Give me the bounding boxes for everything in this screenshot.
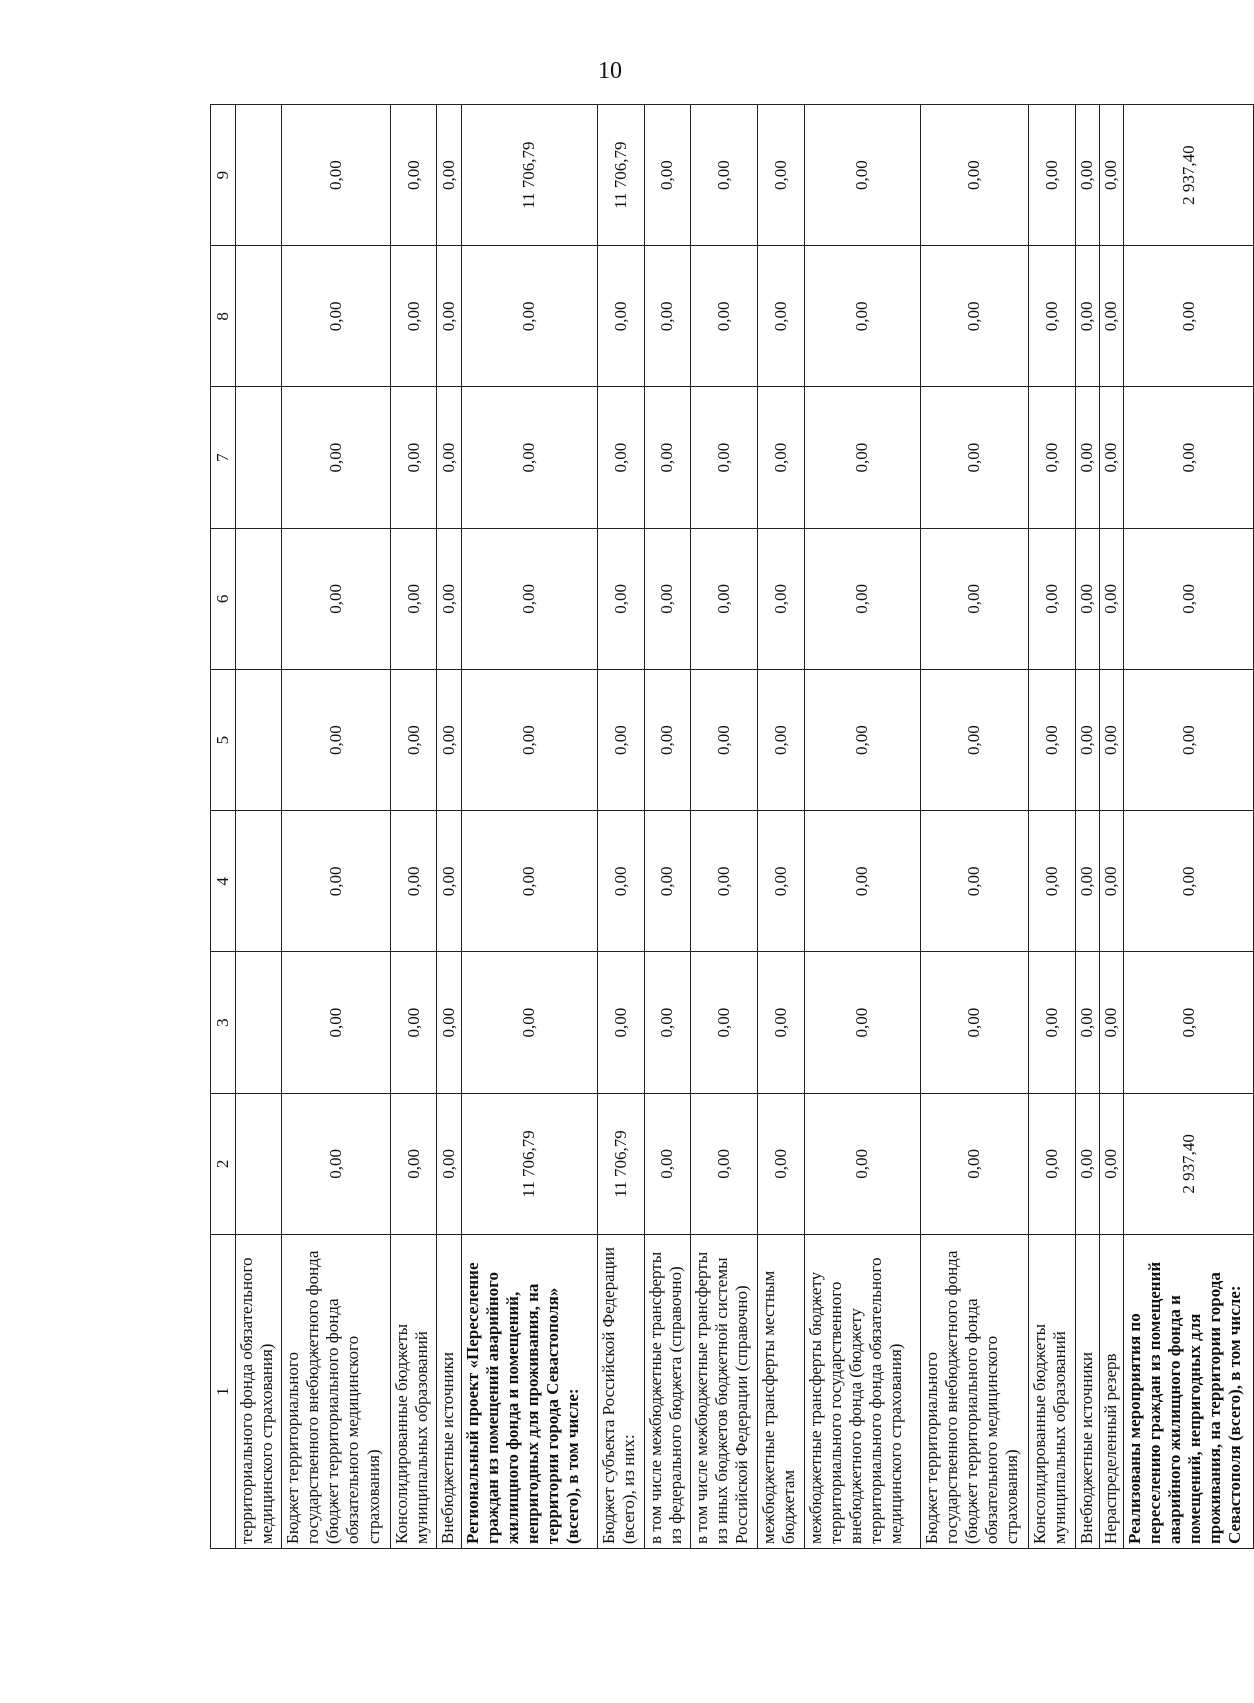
row-label: межбюджетные трансферты бюджету территориального государственного внебюджетного фонда (бюджету территориального фонда обязательного медицинского страхования) (804, 1235, 920, 1549)
row-value-col-4: 0,00 (691, 811, 758, 952)
row-value-col-9: 0,00 (691, 105, 758, 246)
row-value-col-9: 0,00 (282, 105, 391, 246)
column-header: 1 (211, 1235, 236, 1549)
row-value-col-3: 0,00 (644, 952, 690, 1093)
column-header: 8 (211, 246, 236, 387)
row-value-col-7: 0,00 (1075, 387, 1099, 528)
row-value-col-3: 0,00 (1029, 952, 1075, 1093)
row-value-col-5: 0,00 (437, 670, 461, 811)
column-header: 5 (211, 670, 236, 811)
page-number: 10 (598, 58, 622, 84)
row-value-col-5: 0,00 (758, 670, 804, 811)
row-value-col-4: 0,00 (461, 811, 598, 952)
row-value-col-3: 0,00 (1099, 952, 1123, 1093)
row-value-col-6: 0,00 (691, 528, 758, 669)
row-value-col-5: 0,00 (461, 670, 598, 811)
row-value-col-4: 0,00 (437, 811, 461, 952)
row-value-col-7: 0,00 (437, 387, 461, 528)
row-value-col-6 (236, 528, 282, 669)
table-row (1099, 105, 1123, 1549)
row-value-col-7: 0,00 (598, 387, 644, 528)
table-body (236, 105, 1254, 1549)
row-value-col-7: 0,00 (1124, 387, 1254, 528)
column-header: 2 (211, 1093, 236, 1234)
row-value-col-6: 0,00 (437, 528, 461, 669)
row-value-col-7: 0,00 (391, 387, 437, 528)
row-value-col-5: 0,00 (1099, 670, 1123, 811)
row-label: Консолидированные бюджеты муниципальных образований (1029, 1235, 1075, 1549)
budget-table (210, 104, 1254, 1549)
row-value-col-6: 0,00 (1099, 528, 1123, 669)
row-value-col-9: 0,00 (1099, 105, 1123, 246)
row-value-col-2: 0,00 (1099, 1093, 1123, 1234)
row-label: Бюджет территориального государственного внебюджетного фонда (бюджет территориального фонда обязательного медицинского страхования) (920, 1235, 1029, 1549)
row-value-col-9: 11 706,79 (598, 105, 644, 246)
table-row (758, 105, 804, 1549)
row-value-col-8: 0,00 (461, 246, 598, 387)
table-row (691, 105, 758, 1549)
row-value-col-5: 0,00 (598, 670, 644, 811)
row-value-col-3: 0,00 (1124, 952, 1254, 1093)
row-value-col-2: 2 937,40 (1124, 1093, 1254, 1234)
row-value-col-3: 0,00 (691, 952, 758, 1093)
row-value-col-2: 0,00 (804, 1093, 920, 1234)
column-header: 6 (211, 528, 236, 669)
row-value-col-2: 11 706,79 (461, 1093, 598, 1234)
row-label: межбюджетные трансферты местным бюджетам (758, 1235, 804, 1549)
row-value-col-9: 0,00 (437, 105, 461, 246)
row-value-col-2: 0,00 (437, 1093, 461, 1234)
table-header-row (211, 105, 236, 1549)
row-value-col-2: 0,00 (691, 1093, 758, 1234)
row-value-col-9: 2 937,40 (1124, 105, 1254, 246)
table-row (1029, 105, 1075, 1549)
row-value-col-8 (236, 246, 282, 387)
column-header: 9 (211, 105, 236, 246)
row-value-col-4: 0,00 (644, 811, 690, 952)
row-value-col-6: 0,00 (461, 528, 598, 669)
table-row (598, 105, 644, 1549)
row-value-col-5: 0,00 (1075, 670, 1099, 811)
row-value-col-6: 0,00 (391, 528, 437, 669)
row-label: Региональный проект «Переселение граждан из помещений аварийного жилищного фонда и помещений, непригодных для проживания, на территории города Севастополя» (всего), в том числе: (461, 1235, 598, 1549)
row-value-col-4: 0,00 (282, 811, 391, 952)
table-row (461, 105, 598, 1549)
row-value-col-7: 0,00 (1029, 387, 1075, 528)
row-value-col-4: 0,00 (1124, 811, 1254, 952)
row-value-col-9: 0,00 (644, 105, 690, 246)
row-value-col-7: 0,00 (758, 387, 804, 528)
row-value-col-8: 0,00 (391, 246, 437, 387)
row-value-col-5 (236, 670, 282, 811)
row-value-col-5: 0,00 (282, 670, 391, 811)
row-value-col-2: 0,00 (644, 1093, 690, 1234)
row-value-col-6: 0,00 (804, 528, 920, 669)
row-value-col-2: 11 706,79 (598, 1093, 644, 1234)
row-value-col-8: 0,00 (598, 246, 644, 387)
row-label: Бюджет территориального государственного внебюджетного фонда (бюджет территориального фонда обязательного медицинского страхования) (282, 1235, 391, 1549)
row-value-col-7: 0,00 (282, 387, 391, 528)
row-value-col-8: 0,00 (920, 246, 1029, 387)
row-label: в том числе межбюджетные трансферты из иных бюджетов бюджетной системы Российской Федерации (справочно) (691, 1235, 758, 1549)
row-value-col-5: 0,00 (644, 670, 690, 811)
rotated-table-container (210, 105, 1254, 1549)
row-value-col-4: 0,00 (804, 811, 920, 952)
row-value-col-9: 0,00 (920, 105, 1029, 246)
row-label: территориального фонда обязательного медицинского страхования) (236, 1235, 282, 1549)
row-value-col-4: 0,00 (391, 811, 437, 952)
row-value-col-3 (236, 952, 282, 1093)
row-value-col-5: 0,00 (1124, 670, 1254, 811)
row-value-col-8: 0,00 (804, 246, 920, 387)
row-value-col-6: 0,00 (920, 528, 1029, 669)
table-row (920, 105, 1029, 1549)
table-row (236, 105, 282, 1549)
row-value-col-5: 0,00 (804, 670, 920, 811)
row-value-col-4: 0,00 (1029, 811, 1075, 952)
row-value-col-4 (236, 811, 282, 952)
row-value-col-9: 0,00 (1075, 105, 1099, 246)
column-header: 7 (211, 387, 236, 528)
row-label: Внебюджетные источники (1075, 1235, 1099, 1549)
row-value-col-6: 0,00 (1075, 528, 1099, 669)
row-value-col-7: 0,00 (644, 387, 690, 528)
row-value-col-8: 0,00 (691, 246, 758, 387)
column-header: 4 (211, 811, 236, 952)
row-value-col-9 (236, 105, 282, 246)
row-value-col-6: 0,00 (282, 528, 391, 669)
row-value-col-7: 0,00 (691, 387, 758, 528)
row-value-col-6: 0,00 (1029, 528, 1075, 669)
row-value-col-7: 0,00 (920, 387, 1029, 528)
row-value-col-5: 0,00 (1029, 670, 1075, 811)
table-row (644, 105, 690, 1549)
row-value-col-4: 0,00 (758, 811, 804, 952)
row-value-col-8: 0,00 (1075, 246, 1099, 387)
row-value-col-4: 0,00 (1099, 811, 1123, 952)
row-label: Внебюджетные источники (437, 1235, 461, 1549)
row-value-col-3: 0,00 (920, 952, 1029, 1093)
row-value-col-7: 0,00 (804, 387, 920, 528)
table-row (804, 105, 920, 1549)
row-label: Бюджет субъекта Российской Федерации (всего), из них: (598, 1235, 644, 1549)
row-value-col-2: 0,00 (282, 1093, 391, 1234)
table-row (282, 105, 391, 1549)
table-row (1124, 105, 1254, 1549)
row-value-col-2: 0,00 (758, 1093, 804, 1234)
row-value-col-2: 0,00 (1029, 1093, 1075, 1234)
row-value-col-8: 0,00 (1124, 246, 1254, 387)
row-value-col-6: 0,00 (758, 528, 804, 669)
row-value-col-4: 0,00 (920, 811, 1029, 952)
row-value-col-2: 0,00 (920, 1093, 1029, 1234)
row-value-col-3: 0,00 (598, 952, 644, 1093)
row-value-col-6: 0,00 (644, 528, 690, 669)
row-value-col-8: 0,00 (437, 246, 461, 387)
column-header: 3 (211, 952, 236, 1093)
row-value-col-7: 0,00 (461, 387, 598, 528)
row-value-col-9: 0,00 (1029, 105, 1075, 246)
row-label: Консолидированные бюджеты муниципальных образований (391, 1235, 437, 1549)
row-value-col-2: 0,00 (1075, 1093, 1099, 1234)
row-value-col-8: 0,00 (282, 246, 391, 387)
row-value-col-3: 0,00 (804, 952, 920, 1093)
row-value-col-3: 0,00 (391, 952, 437, 1093)
table-row (437, 105, 461, 1549)
row-value-col-8: 0,00 (1029, 246, 1075, 387)
row-value-col-5: 0,00 (391, 670, 437, 811)
row-value-col-3: 0,00 (282, 952, 391, 1093)
row-value-col-3: 0,00 (758, 952, 804, 1093)
row-value-col-6: 0,00 (1124, 528, 1254, 669)
row-value-col-5: 0,00 (920, 670, 1029, 811)
row-value-col-2: 0,00 (391, 1093, 437, 1234)
row-value-col-9: 11 706,79 (461, 105, 598, 246)
row-value-col-3: 0,00 (437, 952, 461, 1093)
row-value-col-9: 0,00 (391, 105, 437, 246)
row-value-col-5: 0,00 (691, 670, 758, 811)
row-value-col-4: 0,00 (1075, 811, 1099, 952)
table-row (1075, 105, 1099, 1549)
row-value-col-8: 0,00 (1099, 246, 1123, 387)
row-label: Нераспределенный резерв (1099, 1235, 1123, 1549)
row-value-col-7 (236, 387, 282, 528)
row-value-col-8: 0,00 (758, 246, 804, 387)
row-value-col-6: 0,00 (598, 528, 644, 669)
row-label: в том числе межбюджетные трансферты из федерального бюджета (справочно) (644, 1235, 690, 1549)
row-value-col-3: 0,00 (461, 952, 598, 1093)
row-value-col-8: 0,00 (644, 246, 690, 387)
row-value-col-7: 0,00 (1099, 387, 1123, 528)
row-value-col-4: 0,00 (598, 811, 644, 952)
row-value-col-2 (236, 1093, 282, 1234)
row-label: Реализованы мероприятия по переселению граждан из помещений аварийного жилищного фонда и помещений, непригодных для проживания, на территории города Севастополя (всего), в том числе: (1124, 1235, 1254, 1549)
row-value-col-3: 0,00 (1075, 952, 1099, 1093)
table-row (391, 105, 437, 1549)
row-value-col-9: 0,00 (758, 105, 804, 246)
row-value-col-9: 0,00 (804, 105, 920, 246)
